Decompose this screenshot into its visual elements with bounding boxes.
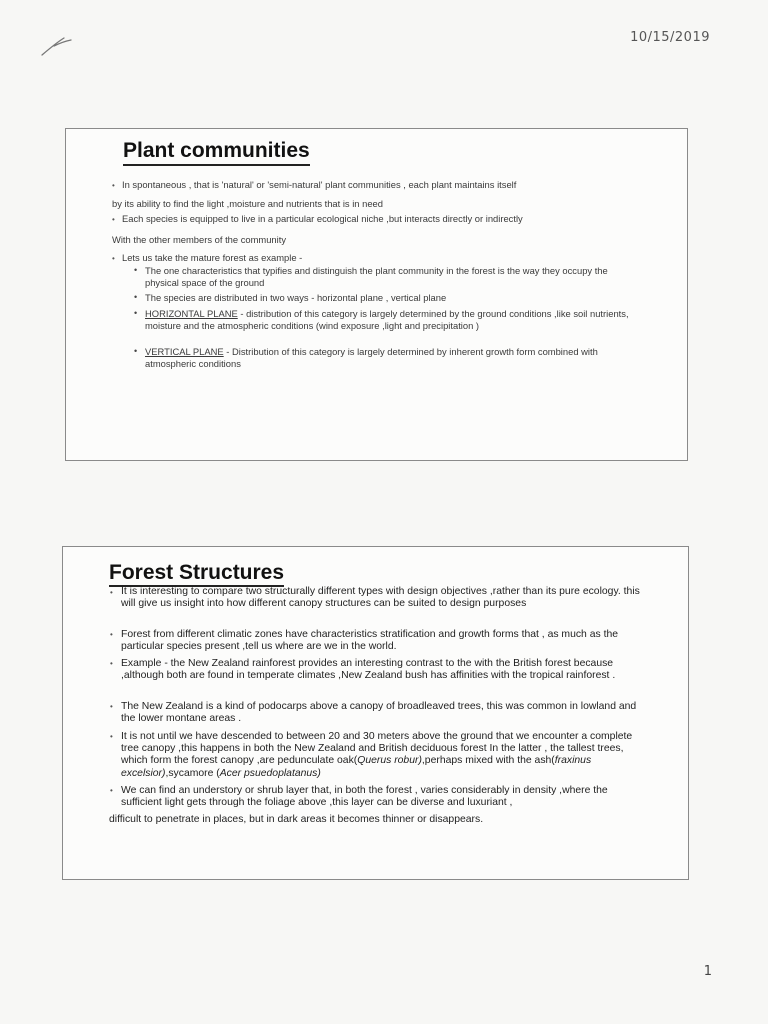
sub-list-item: The species are distributed in two ways - horizontal plane , vertical plane <box>145 292 447 303</box>
sub-bullet-icon: • <box>134 308 138 318</box>
list-item: Lets us take the mature forest as example - <box>122 252 303 263</box>
list-item: The New Zealand is a kind of podocarps above a canopy of broadleaved trees, this was common in lowland and the lower montane areas . <box>121 701 637 725</box>
slide-plant-communities <box>65 128 688 461</box>
sub-list-item <box>145 346 641 369</box>
species-name: Acer psuedoplatanus) <box>219 767 321 779</box>
pen-mark-icon <box>40 34 74 58</box>
slide-forest-structures <box>62 546 689 880</box>
bullet-icon: • <box>110 732 113 741</box>
sub-bullet-icon: • <box>134 265 138 275</box>
bullet-icon: • <box>110 588 113 597</box>
bullet-icon: • <box>110 630 113 639</box>
list-item-continuation: With the other members of the community <box>112 234 287 245</box>
vertical-plane-text: - Distribution of this category is largely determined by inherent growth form combined with atmospheric conditions <box>145 346 598 369</box>
canopy-text: It is not until we have descended to between 20 and 30 meters above the ground that we encounter a complete tree canopy ,this happens in both the New Zealand and British deciduous forest In the latter , the tallest trees, which form the forest canopy ,are pedunculate oak( <box>121 731 633 767</box>
page-number: 1 <box>703 964 712 979</box>
page-date: 10/15/2019 <box>630 30 710 45</box>
species-name: fraxinus excelsior) <box>121 755 592 779</box>
list-item: In spontaneous , that is 'natural' or 'semi-natural' plant communities , each plant maintains itself <box>122 179 517 190</box>
sub-bullet-icon: • <box>134 292 138 302</box>
horizontal-plane-text: - distribution of this category is largely determined by the ground conditions ,like soil nutrients, moisture and the atmospheric conditions (wind exposure ,light and precipitation ) <box>145 308 629 331</box>
species-name: Querus robur) <box>357 755 422 767</box>
list-item: Forest from different climatic zones have characteristics stratification and growth forms that , as much as the particular species present ,tell us where are we in the world. <box>121 629 619 653</box>
list-item-continuation: by its ability to find the light ,moisture and nutrients that is in need <box>112 198 383 209</box>
list-item-continuation: difficult to penetrate in places, but in dark areas it becomes thinner or disappears. <box>109 814 484 825</box>
canopy-text: ,sycamore ( <box>165 767 220 779</box>
sub-list-item: The one characteristics that typifies and distinguish the plant community in the forest is the way they occupy the physical space of the ground <box>145 265 608 288</box>
list-item: Example - the New Zealand rainforest provides an interesting contrast to the with the British forest because ,although both are found in temperate climates ,New Zealand bush has affinities with the tropical rainforest . <box>121 658 616 682</box>
list-item <box>121 731 644 780</box>
horizontal-plane-label: HORIZONTAL PLANE <box>145 308 238 319</box>
bullet-icon: • <box>110 702 113 711</box>
list-item: Each species is equipped to live in a particular ecological niche ,but interacts directly or indirectly <box>122 213 523 224</box>
bullet-icon: • <box>110 786 113 795</box>
list-item: It is interesting to compare two structurally different types with design objectives ,rather than its pure ecology. this will give us insight into how different canopy structures can be suited to design purposes <box>121 586 640 610</box>
sub-bullet-icon: • <box>134 346 138 356</box>
bullet-icon: • <box>112 181 115 190</box>
bullet-icon: • <box>110 659 113 668</box>
slide-title: Plant communities <box>123 139 310 166</box>
slide-title: Forest Structures <box>109 561 284 587</box>
bullet-icon: • <box>112 254 115 263</box>
list-item: We can find an understory or shrub layer that, in both the forest , varies considerably in density ,where the sufficient light gets through the foliage above ,this layer can be diverse and luxuriant , <box>121 785 608 809</box>
vertical-plane-label: VERTICAL PLANE <box>145 346 224 357</box>
bullet-icon: • <box>112 215 115 224</box>
sub-list-item <box>145 308 641 331</box>
canopy-text: ,perhaps mixed with the ash( <box>421 755 555 767</box>
